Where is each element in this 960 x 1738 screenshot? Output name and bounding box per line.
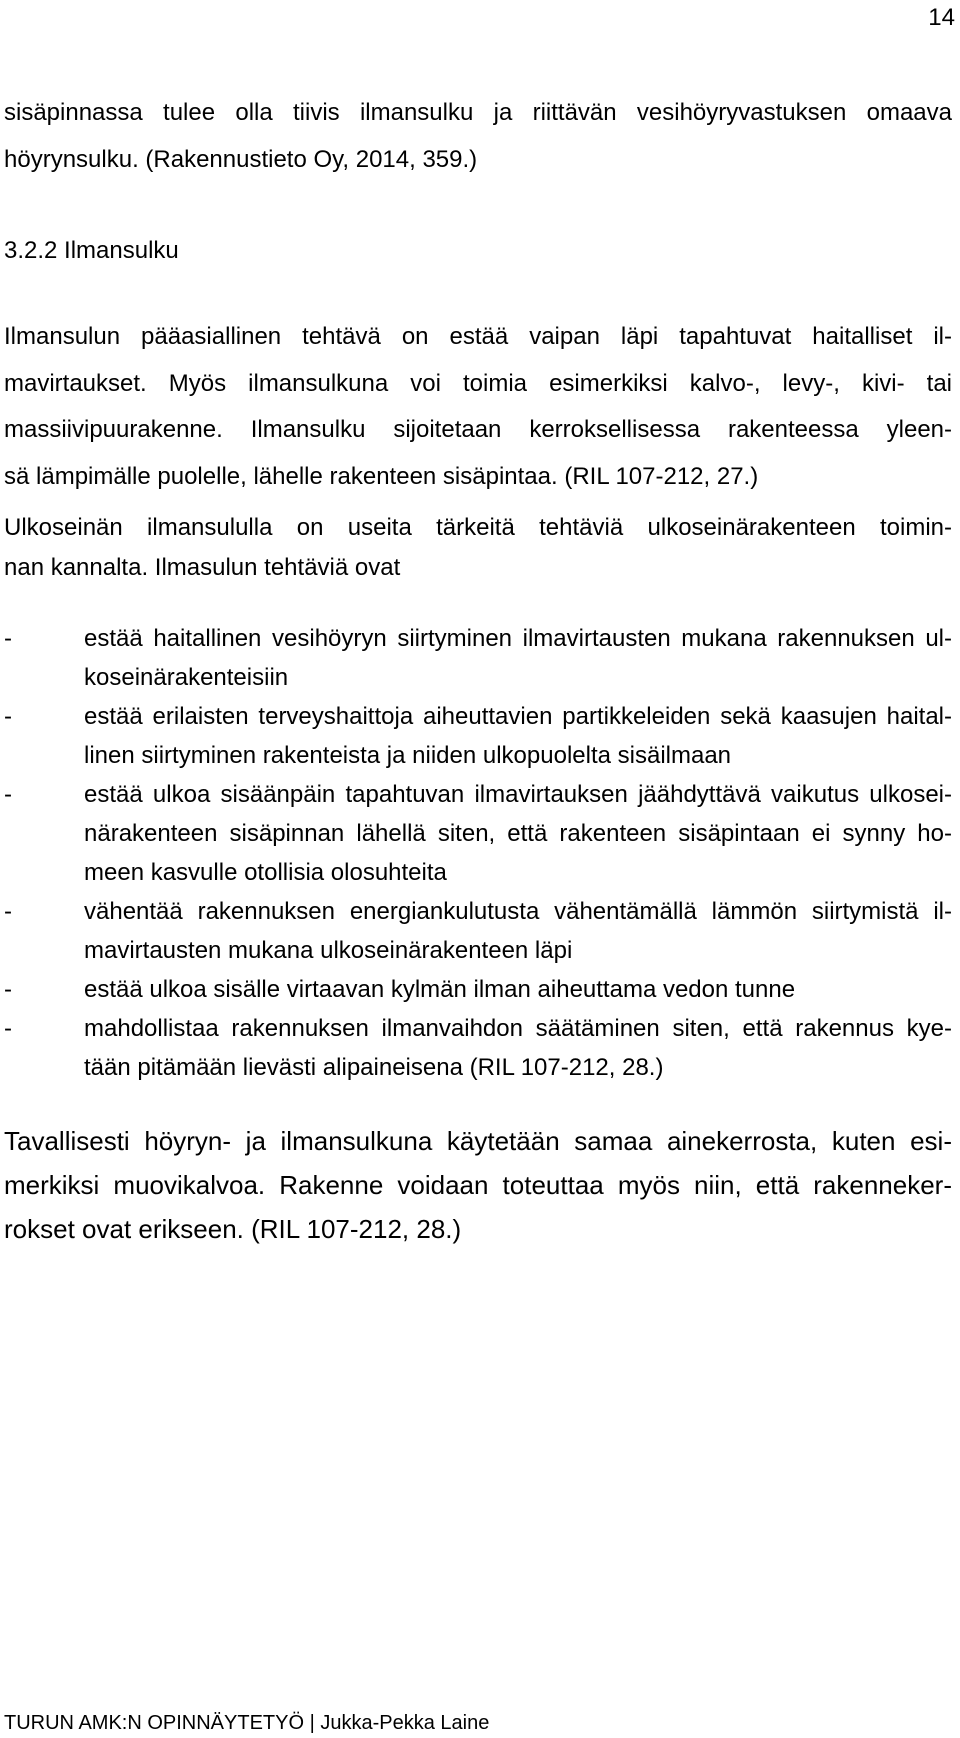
paragraph-1-line-1: Ilmansulun pääasiallinen tehtävä on estää vaipan läpi tapahtuvat haitalliset il- — [4, 323, 952, 350]
section-heading: 3.2.2 Ilmansulku — [4, 237, 179, 264]
continuation-line-2: höyrynsulku. (Rakennustieto Oy, 2014, 359.) — [4, 146, 478, 173]
paragraph-1-line-2: mavirtaukset. Myös ilmansulkuna voi toimia esimerkiksi kalvo-, levy-, kivi- tai — [4, 370, 952, 397]
continuation-line-1: sisäpinnassa tulee olla tiivis ilmansulku ja riittävän vesihöyryvastuksen omaava — [4, 99, 952, 126]
paragraph-1-line-4: sä lämpimälle puolelle, lähelle rakenteen sisäpintaa. (RIL 107-212, 27.) — [4, 463, 759, 490]
list-item-1-line-2: koseinärakenteisiin — [84, 664, 289, 691]
list-item-6-line-2: tään pitämään lievästi alipaineisena (RIL 107-212, 28.) — [84, 1054, 664, 1081]
list-dash-4: - — [4, 898, 12, 925]
page-number: 14 — [928, 4, 955, 31]
list-item-4-line-2: mavirtausten mukana ulkoseinärakenteen läpi — [84, 937, 573, 964]
paragraph-3-line-1: Tavallisesti höyryn- ja ilmansulkuna käytetään samaa ainekerrosta, kuten esi- — [4, 1126, 952, 1156]
list-dash-5: - — [4, 976, 12, 1003]
list-item-1-line-1: estää haitallinen vesihöyryn siirtyminen ilmavirtausten mukana rakennuksen ul- — [84, 625, 952, 652]
paragraph-3-line-3: rokset ovat erikseen. (RIL 107-212, 28.) — [4, 1214, 462, 1244]
list-item-2-line-1: estää erilaisten terveyshaittoja aiheuttavien partikkeleiden sekä kaasujen haital- — [84, 703, 952, 730]
list-dash-1: - — [4, 625, 12, 652]
list-item-3-line-3: meen kasvulle otollisia olosuhteita — [84, 859, 447, 886]
list-item-3-line-1: estää ulkoa sisäänpäin tapahtuvan ilmavirtauksen jäähdyttävä vaikutus ulkosei- — [84, 781, 952, 808]
list-dash-2: - — [4, 703, 12, 730]
paragraph-2-line-2: nan kannalta. Ilmasulun tehtäviä ovat — [4, 554, 401, 581]
paragraph-3-line-2: merkiksi muovikalvoa. Rakenne voidaan toteuttaa myös niin, että rakenneker- — [4, 1170, 952, 1200]
paragraph-2-line-1: Ulkoseinän ilmansululla on useita tärkeitä tehtäviä ulkoseinärakenteen toimin- — [4, 514, 952, 541]
paragraph-1-line-3: massiivipuurakenne. Ilmansulku sijoitetaan kerroksellisessa rakenteessa yleen- — [4, 416, 952, 443]
list-item-3-line-2: närakenteen sisäpinnan lähellä siten, että rakenteen sisäpintaan ei synny ho- — [84, 820, 952, 847]
page-footer: TURUN AMK:N OPINNÄYTETYÖ | Jukka-Pekka Laine — [4, 1712, 490, 1734]
list-item-4-line-1: vähentää rakennuksen energiankulutusta vähentämällä lämmön siirtymistä il- — [84, 898, 952, 925]
list-dash-6: - — [4, 1015, 12, 1042]
list-item-5-line-1: estää ulkoa sisälle virtaavan kylmän ilman aiheuttama vedon tunne — [84, 976, 796, 1003]
list-dash-3: - — [4, 781, 12, 808]
list-item-6-line-1: mahdollistaa rakennuksen ilmanvaihdon säätäminen siten, että rakennus kye- — [84, 1015, 952, 1042]
list-item-2-line-2: linen siirtyminen rakenteista ja niiden ulkopuolelta sisäilmaan — [84, 742, 732, 769]
